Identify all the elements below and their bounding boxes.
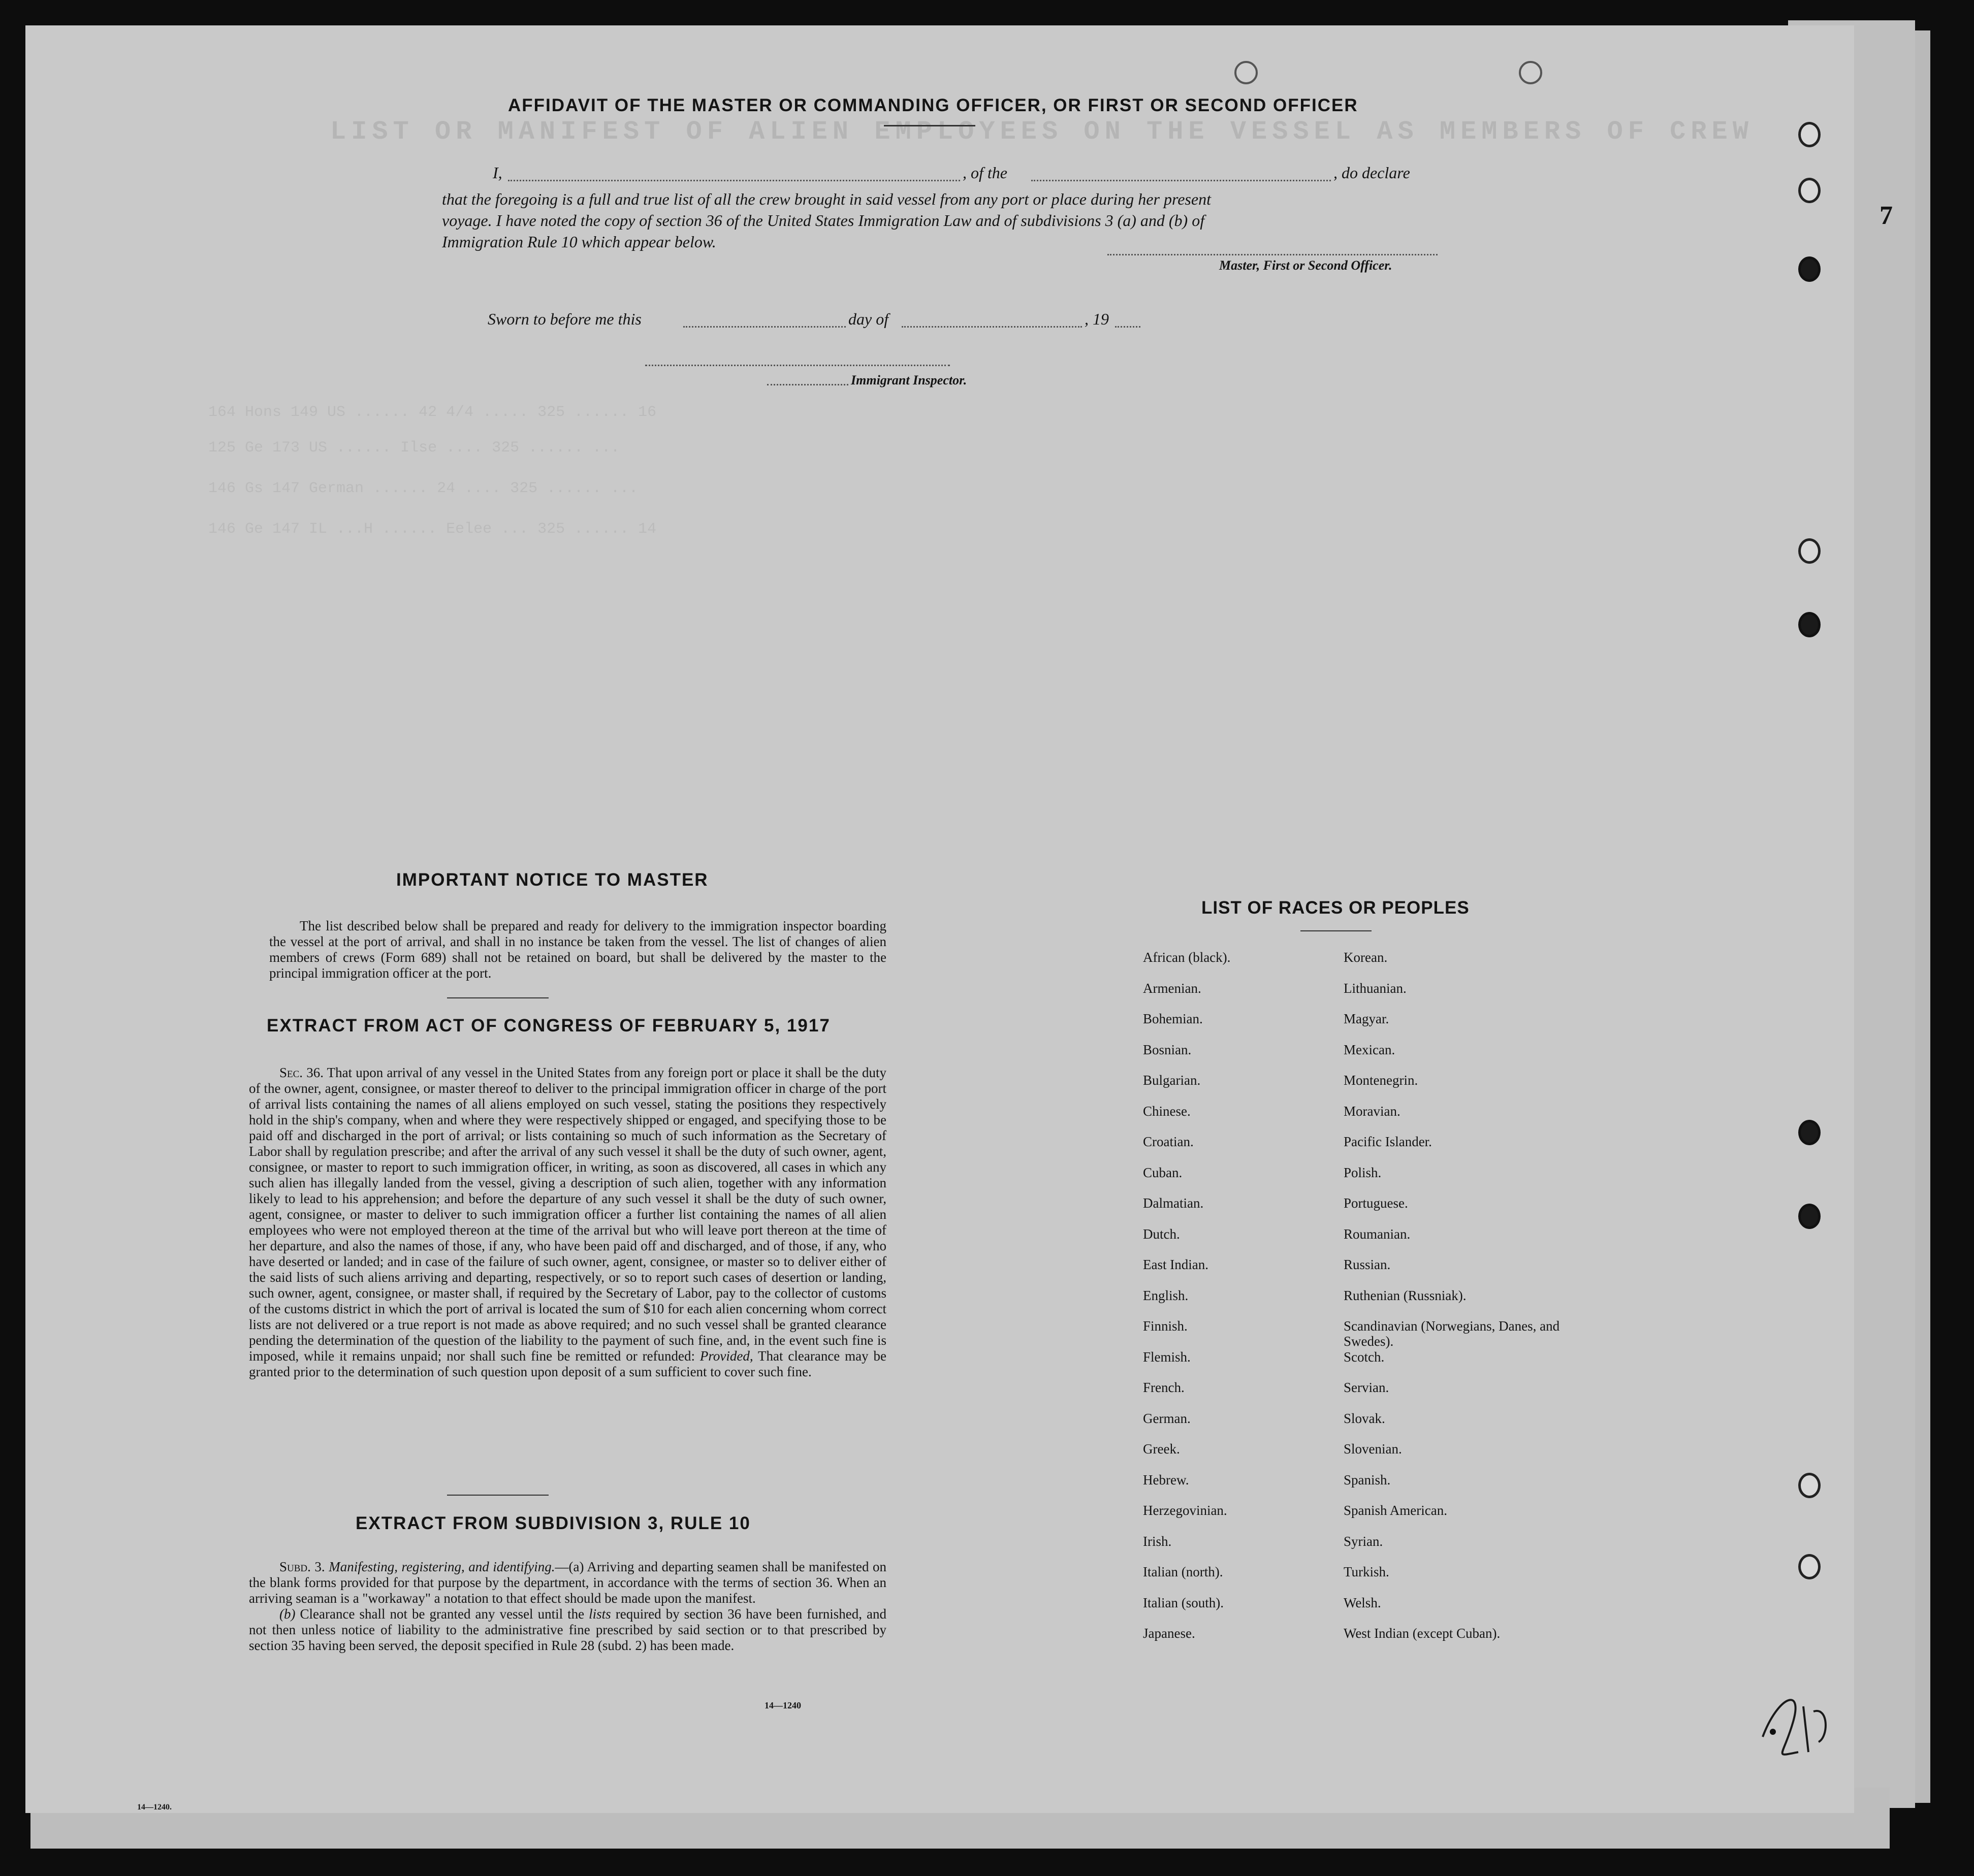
a-text: Arriving and departing seamen shall be manifested on the blank forms provided for that purpose by the department, in accordance with the terms of section 36. When an arriving seaman is a "workaway" a notation to that effect should be made upon the manifest. — [249, 1559, 887, 1606]
signature-blank[interactable] — [1107, 254, 1438, 255]
race-item: Moravian. — [1344, 1103, 1400, 1119]
race-item: German. — [1143, 1410, 1191, 1426]
punch-hole — [1798, 538, 1821, 564]
punch-hole — [1798, 1120, 1821, 1145]
b-label: (b) — [279, 1606, 296, 1622]
race-item: Magyar. — [1344, 1011, 1389, 1026]
divider — [884, 125, 975, 126]
race-item: Slovenian. — [1344, 1441, 1402, 1457]
race-item: Servian. — [1344, 1380, 1389, 1395]
punch-hole — [1798, 256, 1821, 282]
sworn-line — [488, 310, 1199, 330]
affidavit-of-the: , of the — [963, 164, 1007, 182]
handwritten-mark — [1742, 1676, 1844, 1767]
b-text-2: required by section 36 have been furnished, and not then unless notice of liability to the administrative fine prescribed by said section or to that prescribed by section 35 having been served, the deposit specified in Rule 28 (subd. 2) has been made. — [249, 1606, 887, 1653]
race-item: Cuban. — [1143, 1165, 1183, 1180]
race-item: Italian (south). — [1143, 1595, 1224, 1610]
race-item: Flemish. — [1143, 1349, 1191, 1365]
race-item: Italian (north). — [1143, 1564, 1223, 1579]
race-item: Slovak. — [1344, 1410, 1385, 1426]
race-item: Turkish. — [1344, 1564, 1389, 1579]
punch-hole — [1519, 61, 1542, 84]
sworn-day-blank[interactable] — [683, 326, 846, 328]
race-item: Spanish American. — [1344, 1503, 1447, 1518]
race-item: Roumanian. — [1344, 1226, 1411, 1242]
notice-heading: IMPORTANT NOTICE TO MASTER — [396, 870, 709, 890]
race-item: Lithuanian. — [1344, 980, 1407, 996]
rule-text — [249, 1559, 886, 1654]
form-number: 14—1240 — [765, 1700, 801, 1710]
race-item: African (black). — [1143, 950, 1231, 965]
race-item: East Indian. — [1143, 1257, 1208, 1272]
race-item: French. — [1143, 1380, 1185, 1395]
race-item: Irish. — [1143, 1533, 1172, 1549]
affidavit-line3: voyage. I have noted the copy of section 36 of the United States Immigration Law and of subdivisions 3 (a) and (b) of — [442, 211, 1205, 230]
race-item: Spanish. — [1344, 1472, 1391, 1487]
provided-label: Provided, — [699, 1348, 753, 1364]
rule-heading: EXTRACT FROM SUBDIVISION 3, RULE 10 — [356, 1513, 751, 1533]
punch-hole — [1798, 1204, 1821, 1229]
punch-hole — [1798, 612, 1821, 637]
divider — [447, 1495, 549, 1496]
notice-text: The list described below shall be prepared and ready for delivery to the immigration inspector boarding the vessel at the port of arrival, and shall in no instance be taken from the vessel. The list of changes of alien members of crews (Form 689) shall not be retained on board, but shall be delivered by the master to the principal immigration officer at the port. — [269, 918, 886, 981]
race-item: Herzegovinian. — [1143, 1503, 1227, 1518]
races-left-column — [1143, 950, 1326, 1657]
race-item: West Indian (except Cuban). — [1344, 1626, 1501, 1641]
rule-a-paragraph — [249, 1559, 886, 1606]
race-item: Croatian. — [1143, 1134, 1194, 1149]
race-item: Hebrew. — [1143, 1472, 1189, 1487]
race-item: Bosnian. — [1143, 1042, 1192, 1057]
sec-label: Sec. 36. — [279, 1065, 324, 1080]
race-item: Polish. — [1344, 1165, 1382, 1180]
divider — [447, 997, 549, 998]
race-item: Russian. — [1344, 1257, 1391, 1272]
race-item: Welsh. — [1344, 1595, 1381, 1610]
vessel-blank[interactable] — [1031, 180, 1331, 181]
race-item: English. — [1143, 1287, 1189, 1303]
affidavit-i: I, — [493, 164, 502, 182]
race-item: Scotch. — [1344, 1349, 1385, 1365]
rule-b-paragraph — [249, 1606, 886, 1654]
race-item: Ruthenian (Russniak). — [1344, 1287, 1467, 1303]
race-item: Finnish. — [1143, 1318, 1188, 1334]
sworn-label: Sworn to before me this — [488, 310, 642, 328]
divider — [1300, 930, 1372, 931]
document-page: LIST OR MANIFEST OF ALIEN EMPLOYEES ON THE VESSEL AS MEMBERS OF CREW 164 Hons 149 US ...... 42 4/4 ..... 325 ...... 16 125 Ge 173 US ...... Ilse .... 325 ...... ... 146 Gs 147 German ...... 24 .... 325 ...... ... 146 Ge 147 IL ...H ...... Eelee ... 325 ...... 14 AFFIDAVIT OF THE MASTER OR COMMANDING OFFICER, OR FIRST OR SECOND OFFICER I, , of the , do declare that the foregoing is a full and true list of all the crew brought in said vessel from any port or place during her present voyage. I have noted the copy of section 36 of the United States Immigration Law and of subdivisions 3 (a) and (b) of Immigration Rule 10 which appear below. Master, First or Second Officer. Sworn to before me this day of , 19 Immigrant Inspector. IMPORTANT NOTICE TO MASTER The list described below shall be prepared and ready for delivery to the immigration inspector boarding the vessel at the port of arrival, and shall in no instance be taken from the vessel. The list of changes of alien members of crews (Form 689) shall not be retained on board, but shall be delivered by the master to the principal immigration officer at the port. EXTRACT FROM ACT OF CONGRESS OF FEBRUARY 5, 1917 Sec. 36. That upon arrival of any vessel in the United States from any foreign port or place it shall be the duty of the owner, agent, consignee, or master thereof to deliver to the principal immigration officer in charge of the port of arrival lists containing the names of all aliens employed on such vessel, stating the positions they respectively hold in the ship's company, when and where they were respectively shipped or engaged, and specifying those to be paid off and discharged in the port of arrival; or lists containing so much of such information as the Secretary of Labor shall by regulation prescribe; and after the arrival of any such vessel it shall be the duty of such owner, agent, consignee, or master to report to such immigration officer, in writing, as soon as discovered, all cases in which any such alien has illegally landed from the vessel, giving a description of such alien, together with any information likely to lead to his apprehension; and before the departure of any such vessel it shall be the duty of such owner, agent, consignee, or master to deliver to such immigration officer a further list containing the names of all alien employees who were not employed thereon at the time of the arrival but who will leave port thereon at the time of her departure, and also the names of those, if any, who have been paid off and discharged, and of those, if any, who have deserted or landed; and in case of the failure of such owner, agent, consignee, or master so to deliver either of the said lists of such aliens arriving and departing, respectively, or so to report such cases of desertion or landing, such owner, agent, consignee, or master shall, if required by the Secretary of Labor, pay to the collector of customs of the customs district in which the port of arrival is located the sum of $10 for each alien concerning whom correct lists are not delivered or a true report is not made as above required; and no such vessel shall be granted clearance pending the determination of the question of the liability to the payment of such fine, and, in the event such fine is imposed, while it remains unpaid; nor shall such fine be remitted or refunded: Provided, That clearance may be granted prior to the determination of such question upon deposit of a sum sufficient to cover such fine. EXTRACT FROM SUBDIVISION 3, RULE 10 Subd. 3. Manifesting, registering, and identifying.—(a) Arriving and departing seamen shall be manifested on the blank forms provided for that purpose by the department, in accordance with the terms of section 36. When an arriving seaman is a "workaway" a notation to that effect should be made upon the manifest. (b) Clearance shall not be granted any vessel until the lists required by section 36 have been furnished, and not then unless notice of liability to the administrative fine prescribed by said section or to that prescribed by section 35 having been served, the deposit specified in Rule 28 (subd. 2) has been made. 14—1240 LIST OF RACES OR PEOPLES African (black). Armenian. Bohemian. Bosnian. Bulgarian. Chinese. Croatian. Cuban. Dalmatian. Dutch. East Indian. English. Finnish. Flemish. French. German. Greek. Hebrew. Herzegovinian. Irish. Italian (north). Italian (south). Japanese. Korean. Lithuanian. Magyar. Mexican. Montenegrin. Moravian. Pacific Islander. Polish. Portuguese. Roumanian. Russian. Ruthenian (Russniak). Scandinavian (Norwegians, Danes, and Swedes). Scotch. Servian. Slovak. Slovenian. Spanish. Spanish American. Syrian. Turkish. Welsh. West Indian (except Cuban). — [25, 25, 1854, 1813]
race-item: Syrian. — [1344, 1533, 1383, 1549]
a-label: —(a) — [555, 1559, 584, 1574]
punch-hole — [1798, 122, 1821, 147]
day-of-label: day of — [848, 310, 889, 328]
race-item: Bulgarian. — [1143, 1073, 1201, 1088]
affidavit-line4: Immigration Rule 10 which appear below. — [442, 233, 716, 251]
race-item: Japanese. — [1143, 1626, 1195, 1641]
race-item: Scandinavian (Norwegians, Danes, and Swedes). — [1344, 1318, 1560, 1349]
affidavit-line2: that the foregoing is a full and true list of all the crew brought in said vessel from any port or place during her present — [442, 190, 1211, 208]
races-right-column — [1344, 950, 1567, 1657]
act-text — [249, 1065, 886, 1380]
race-item: Dalmatian. — [1143, 1195, 1204, 1211]
affidavit-heading: AFFIDAVIT OF THE MASTER OR COMMANDING OFFICER, OR FIRST OR SECOND OFFICER — [508, 95, 1358, 115]
signature-label: Master, First or Second Officer. — [1219, 258, 1392, 273]
race-item: Greek. — [1143, 1441, 1180, 1457]
act-body: That upon arrival of any vessel in the United States from any foreign port or place it shall be the duty of the owner, agent, consignee, or master thereof to deliver to the principal immigration officer in charge of the port of arrival lists containing the names of all aliens employed on such vessel, stating the positions they respectively hold in the ship's company, when and where they were respectively shipped or engaged, and specifying those to be paid off and discharged in the port of arrival; or lists containing so much of such information as the Secretary of Labor shall by regulation prescribe; and after the arrival of any such vessel it shall be the duty of such owner, agent, consignee, or master to report to such immigration officer, in writing, as soon as discovered, all cases in which any such alien has illegally landed from the vessel, giving a description of such alien, together with any information likely to lead to his apprehension; and before the departure of any such vessel it shall be the duty of such owner, agent, consignee, or master to deliver to such immigration officer a further list containing the names of all alien employees who were not employed thereon at the time of the arrival but who will leave port thereon at the time of her departure, and also the names of those, if any, who have been paid off and discharged, and of those, if any, who have deserted or landed; and in case of the failure of such owner, agent, consignee, or master so to deliver either of the said lists of such aliens arriving and departing, respectively, or so to report such cases of desertion or landing, such owner, agent, consignee, or master shall, if required by the Secretary of Labor, pay to the collector of customs of the customs district in which the port of arrival is located the sum of $10 for each alien concerning whom correct lists are not delivered or a true report is not made as above required; and no such vessel shall be granted clearance pending the determination of the question of the liability to the payment of such fine, and, in the event such fine is imposed, while it remains unpaid; nor shall such fine be remitted or refunded: — [249, 1065, 887, 1364]
subd-label: Subd. 3. — [279, 1559, 325, 1574]
race-item: Armenian. — [1143, 980, 1201, 996]
race-item: Pacific Islander. — [1344, 1134, 1432, 1149]
act-heading: EXTRACT FROM ACT OF CONGRESS OF FEBRUARY 5, 1917 — [267, 1016, 831, 1036]
b-text-1: Clearance shall not be granted any vessel until the — [300, 1606, 585, 1622]
punch-hole — [1798, 1554, 1821, 1579]
race-item: Mexican. — [1344, 1042, 1395, 1057]
year-label: , 19 — [1085, 310, 1109, 328]
inspector-label: Immigrant Inspector. — [851, 373, 967, 387]
race-item: Montenegrin. — [1344, 1073, 1418, 1088]
affidavit-do-declare: , do declare — [1333, 164, 1410, 182]
subd-title: Manifesting, registering, and identifying. — [329, 1559, 555, 1574]
right-edge-mark: 7 — [1880, 201, 1893, 230]
race-item: Korean. — [1344, 950, 1388, 965]
race-item: Dutch. — [1143, 1226, 1180, 1242]
punch-hole — [1234, 61, 1258, 84]
name-blank[interactable] — [508, 180, 960, 181]
month-blank[interactable] — [902, 326, 1082, 328]
punch-hole — [1798, 1473, 1821, 1498]
bottom-form-number: 14—1240. — [137, 1803, 172, 1812]
race-item: Portuguese. — [1344, 1195, 1408, 1211]
year-blank[interactable] — [1115, 326, 1140, 328]
act-body-end: That clearance may be granted prior to the determination of such question upon deposit of a sum sufficient to cover such fine. — [249, 1348, 886, 1379]
inspector-blank[interactable] — [767, 384, 848, 385]
punch-hole — [1798, 178, 1821, 203]
race-item: Chinese. — [1143, 1103, 1191, 1119]
race-item: Bohemian. — [1143, 1011, 1203, 1026]
races-heading: LIST OF RACES OR PEOPLES — [1201, 898, 1470, 918]
inspector-blank-upper[interactable] — [645, 365, 950, 366]
b-lists: lists — [589, 1606, 611, 1622]
affidavit-line1 — [493, 164, 1488, 184]
